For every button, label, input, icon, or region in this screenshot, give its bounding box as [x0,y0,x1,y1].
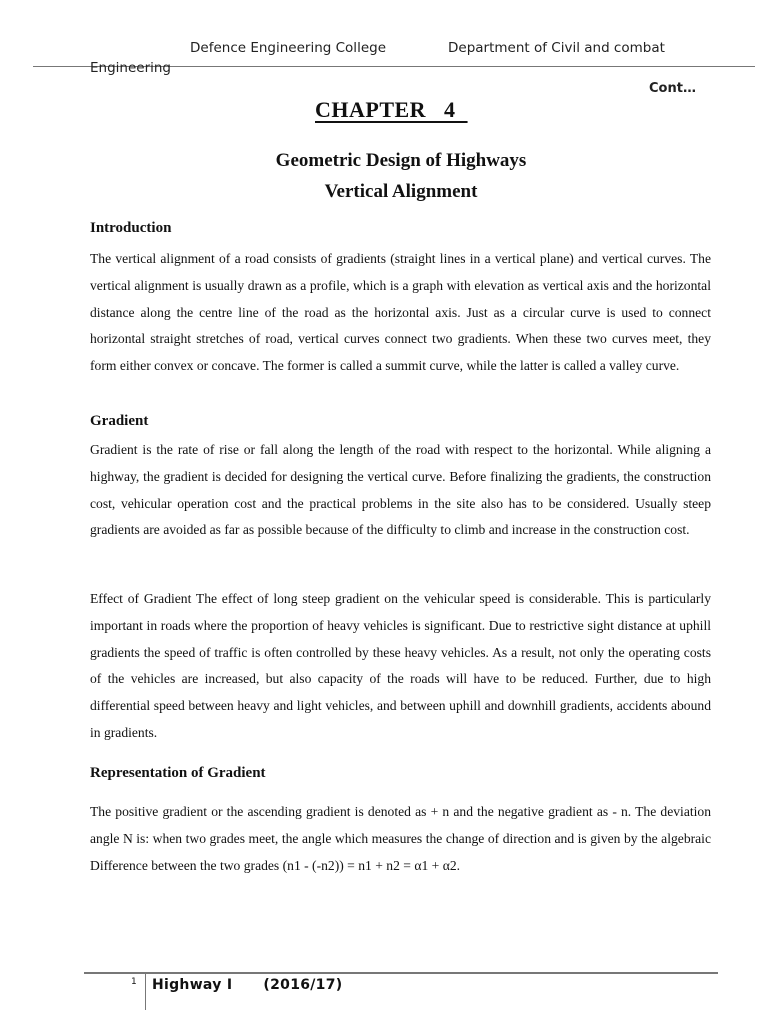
continued-label: Cont… [649,81,696,96]
gradient-effect-paragraph: Effect of Gradient The effect of long steep gradient on the vehicular speed is considerable. This is particularly important in roads where the proportion of heavy vehicles is significant. Due to restrictive sight distance at uphill gradients the speed of traffic is often controlled by these heavy vehicles. As a result, not only the operating costs of the vehicles are increased, but also capacity of the roads will have to be reduced. Further, due to high differential speed between heavy and light vehicles, and between uphill and downhill gradients, accidents abound in gradients. [90,591,711,740]
header-college: Defence Engineering College [190,40,386,56]
representation-heading: Representation of Gradient [90,765,266,781]
gradient-paragraph: Gradient is the rate of rise or fall along the length of the road with respect to the horizontal. While aligning a highway, the gradient is decided for designing the vertical curve. Before finalizing the gradients, the construction cost, vehicular operation cost and the practical problems in the site also has to be considered. Usually steep gradients are avoided as far as possible because of the difficulty to climb and increase in the construction cost. [90,442,711,538]
footer-rule [84,972,718,974]
chapter-heading: CHAPTER 4 [315,97,468,122]
introduction-heading: Introduction [90,220,172,236]
footer-divider [145,974,146,1010]
header-department: Department of Civil and combat [448,40,665,56]
page-subtitle: Vertical Alignment [324,181,478,202]
page-title: Geometric Design of Highways [275,150,527,171]
representation-paragraph: The positive gradient or the ascending gradient is denoted as + n and the negative gradient as - n. The deviation angle N is: when two grades meet, the angle which measures the change of direction and is given by the algebraic Difference between the two grades (n1 - (-n2)) = n1 + n2 = α1 + α2. [90,804,711,873]
introduction-paragraph: The vertical alignment of a road consists of gradients (straight lines in a vertical plane) and vertical curves. The vertical alignment is usually drawn as a profile, which is a graph with elevation as vertical axis and the horizontal distance along the centre line of the road as the horizontal axis. Just as a circular curve is used to connect horizontal straight stretches of road, vertical curves connect two gradients. When these two curves meet, they form either convex or concave. The former is called a summit curve, while the latter is called a valley curve. [90,251,711,374]
header-department-wrap: Engineering [90,60,171,76]
footer-text: Highway I (2016/17) [152,977,343,993]
page-number: 1 [131,977,137,987]
gradient-heading: Gradient [90,413,149,429]
